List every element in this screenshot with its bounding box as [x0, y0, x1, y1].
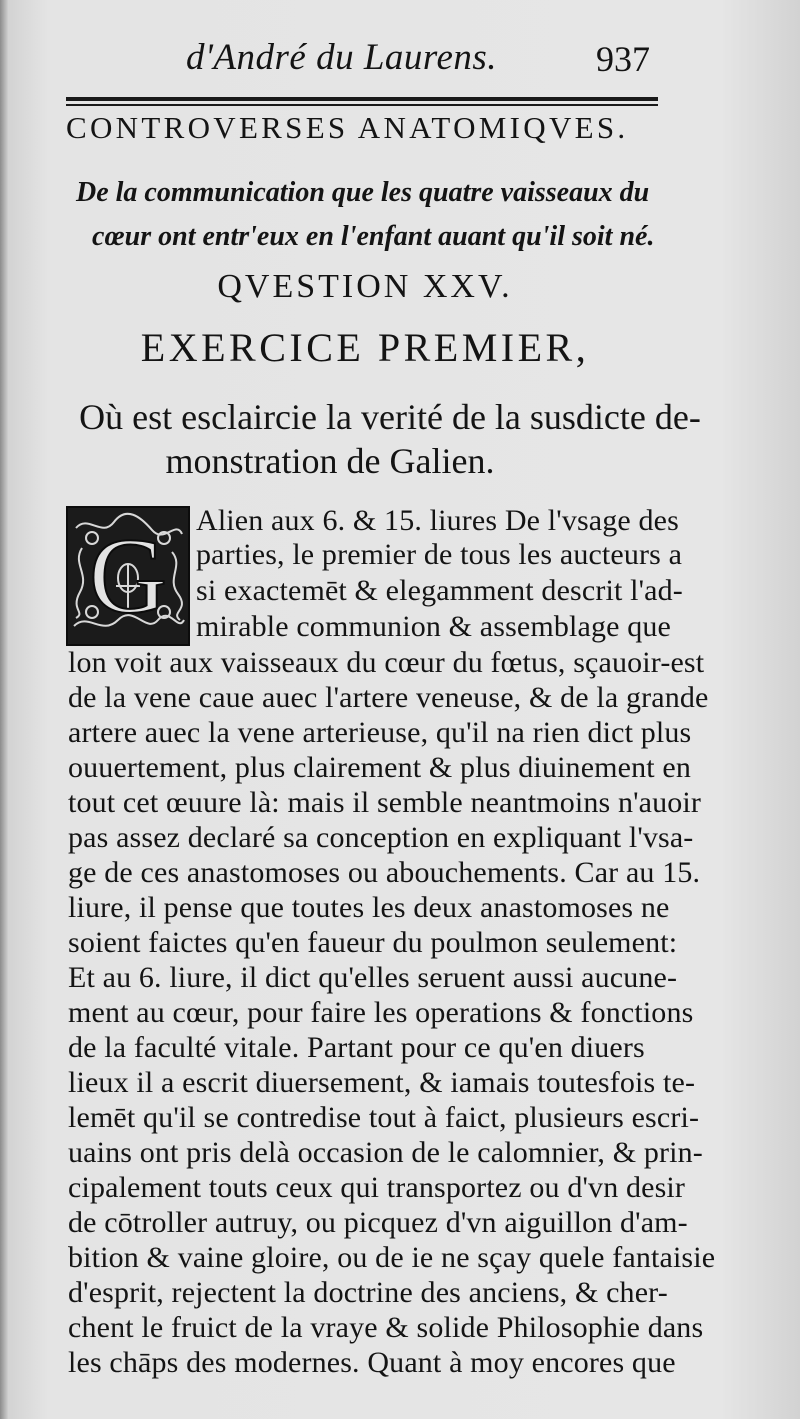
running-head: d'André du Laurens.	[186, 37, 498, 78]
page-gutter	[0, 0, 8, 1419]
body-line: lemēt qu'il se contredise tout à faict, plusieurs escri-	[68, 1101, 700, 1134]
body-line: ouuertement, plus clairement & plus diuinement en	[68, 751, 692, 784]
body-line: de la faculté vitale. Partant pour ce qu'en diuers	[68, 1031, 645, 1064]
page-number: 937	[596, 39, 650, 79]
body-line: parties, le premier de tous les aucteurs a	[196, 538, 683, 571]
body-line: ge de ces anastomoses ou abouchements. Car au 15.	[68, 856, 701, 889]
drop-cap-letter: G	[89, 517, 167, 636]
body-line: bition & vaine gloire, ou de ie ne sçay quele fantaisie	[68, 1241, 716, 1274]
chapter-heading-line-1: Où est esclaircie la verité de la susdicte de-	[79, 397, 701, 437]
body-line: liure, il pense que toutes les deux anastomoses ne	[68, 891, 670, 924]
body-line: ment au cœur, pour faire les operations & fonctions	[68, 996, 694, 1029]
body-line: tout cet œuure là: mais il semble neantmoins n'auoir	[68, 786, 702, 819]
section-title: CONTROVERSES ANATOMIQVES.	[66, 110, 629, 145]
exercise-heading: EXERCICE PREMIER,	[140, 325, 590, 370]
body-line: pas assez declaré sa conception en expliquant l'vsa-	[68, 821, 694, 854]
body-line: Et au 6. liure, il dict qu'elles seruent aussi aucune-	[68, 961, 678, 994]
ornament-initial-icon	[68, 508, 188, 644]
subtitle-line-1: De la communication que les quatre vaisseaux du	[76, 177, 650, 208]
decorated-initial	[66, 506, 190, 646]
header-rule	[66, 97, 658, 101]
body-line: si exactemēt & elegamment descrit l'ad-	[196, 574, 683, 607]
body-line: cipalement touts ceux qui transportez ou d'vn desir	[68, 1171, 686, 1204]
body-line: chent le fruict de la vraye & solide Philosophie dans	[68, 1311, 704, 1344]
chapter-heading-line-2: monstration de Galien.	[165, 441, 495, 481]
body-line: mirable communion & assemblage que	[196, 610, 671, 643]
body-line: les chāps des modernes. Quant à moy encores que	[68, 1346, 676, 1379]
body-line: lieux il a escrit diuersement, & iamais toutesfois te-	[68, 1066, 696, 1099]
subtitle-line-2: cœur ont entr'eux en l'enfant auant qu'il soit né.	[92, 221, 655, 252]
body-line: uains ont pris delà occasion de le calomnier, & prin-	[68, 1136, 703, 1169]
header-rule-thin	[66, 104, 658, 106]
body-line: de cōtroller autruy, ou picquez d'vn aiguillon d'am-	[68, 1206, 688, 1239]
body-line: artere auec la vene arterieuse, qu'il na rien dict plus	[68, 716, 692, 749]
question-heading: QVESTION XXV.	[217, 268, 513, 305]
body-line: Alien aux 6. & 15. liures De l'vsage des	[196, 504, 679, 537]
body-line: de la vene caue auec l'artere veneuse, & de la grande	[68, 681, 709, 714]
body-line: soient faictes qu'en faueur du poulmon seulement:	[68, 926, 678, 959]
body-line: d'esprit, rejectent la doctrine des anciens, & cher-	[68, 1276, 668, 1309]
body-line: lon voit aux vaisseaux du cœur du fœtus, sçauoir-est	[68, 646, 705, 679]
